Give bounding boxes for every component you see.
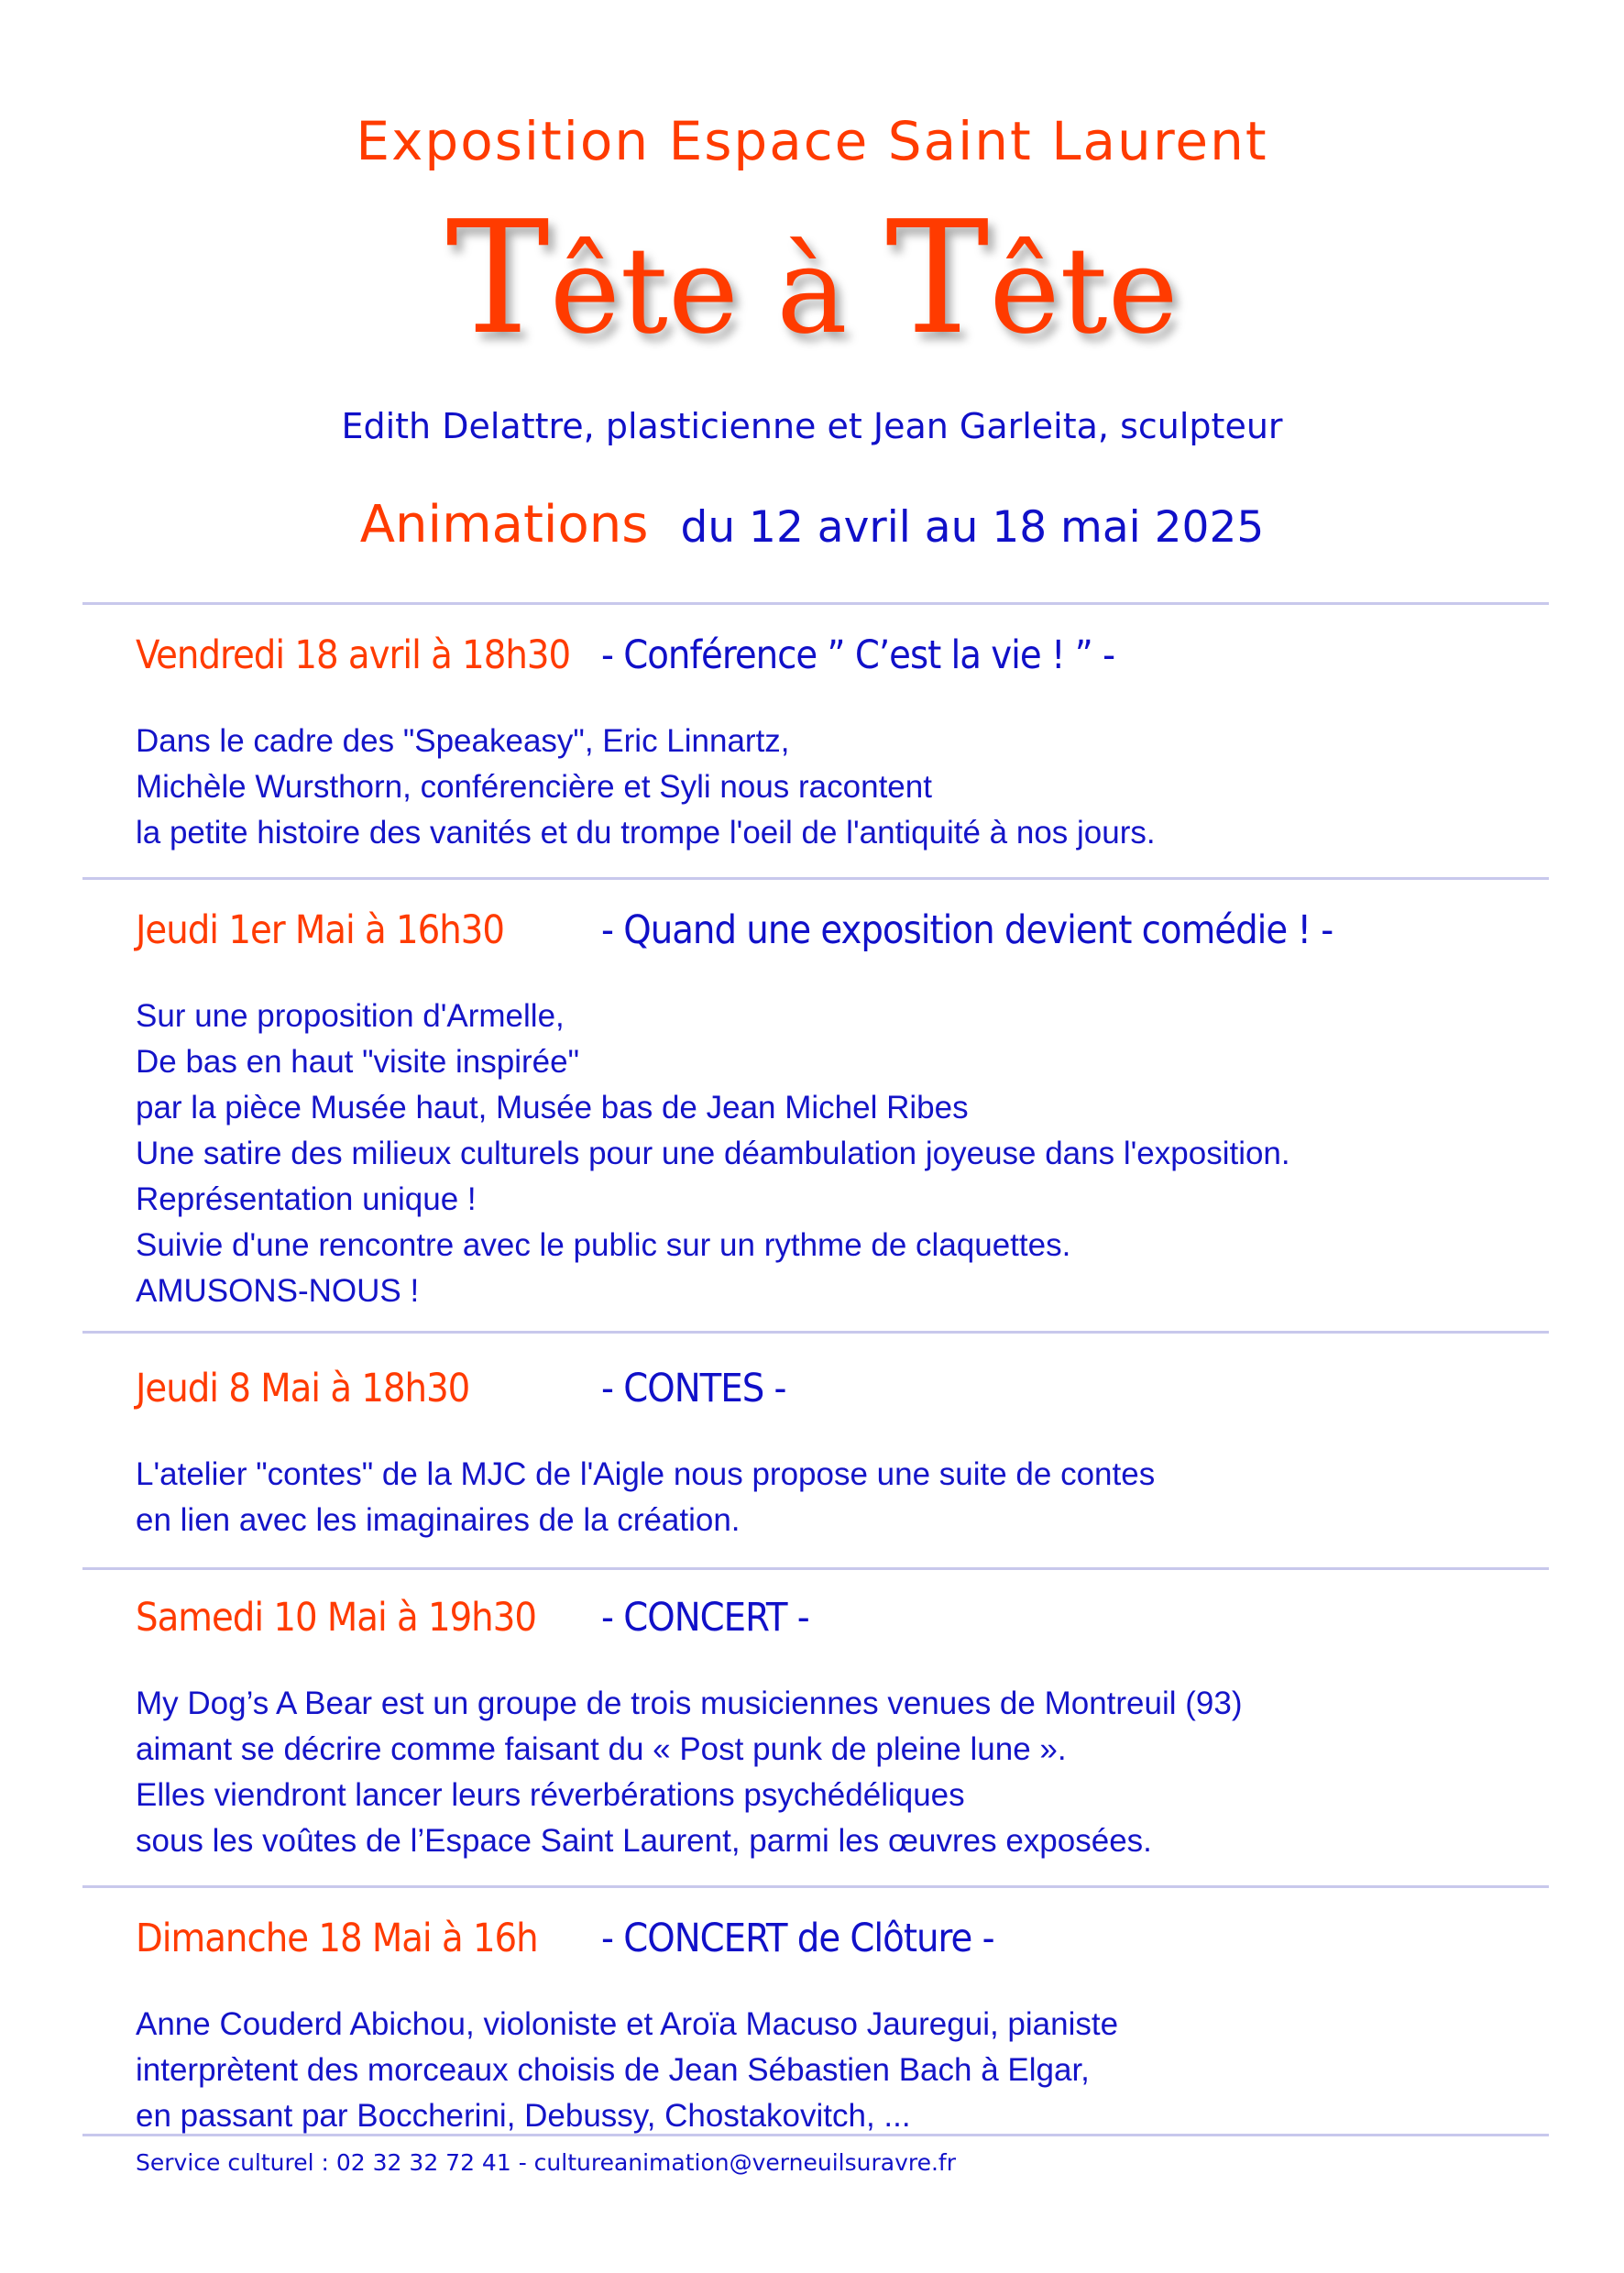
- event-title: - CONCERT -: [601, 1595, 809, 1641]
- description-line: Anne Couderd Abichou, violoniste et Aroïa Macuso Jauregui, pianiste: [136, 2006, 1119, 2042]
- event-description: [136, 1681, 1565, 1864]
- event-title: - CONCERT de Clôture -: [601, 1916, 994, 1961]
- event-title: - Quand une exposition devient comédie ! -: [601, 907, 1333, 953]
- event-description: [136, 719, 1565, 856]
- divider: [82, 1331, 1549, 1334]
- event-header: [136, 632, 1565, 697]
- description-line: la petite histoire des vanités et du trompe l'oeil de l'antiquité à nos jours.: [136, 815, 1156, 851]
- divider: [82, 1567, 1549, 1570]
- description-line: aimant se décrire comme faisant du « Post punk de pleine lune ».: [136, 1731, 1067, 1767]
- description-line: interprètent des morceaux choisis de Jean Sébastien Bach à Elgar,: [136, 2052, 1090, 2088]
- event-date: Vendredi 18 avril à 18h30: [136, 632, 571, 678]
- event-title: - CONTES -: [601, 1366, 786, 1411]
- event-block: [136, 1916, 1565, 2139]
- description-line: Dans le cadre des "Speakeasy", Eric Linnartz,: [136, 723, 790, 759]
- event-header: [136, 1366, 1565, 1430]
- description-line: sous les voûtes de l’Espace Saint Laurent, parmi les œuvres exposées.: [136, 1823, 1152, 1859]
- event-title: - Conférence ” C’est la vie ! ” -: [601, 632, 1115, 678]
- show-title-text: Tête à Tête: [445, 188, 1179, 369]
- event-date: Jeudi 1er Mai à 16h30: [136, 907, 504, 953]
- exhibit-title: Exposition Espace Saint Laurent: [356, 110, 1268, 172]
- event-header: [136, 1916, 1565, 1980]
- description-line: en passant par Boccherini, Debussy, Chostakovitch, ...: [136, 2098, 911, 2134]
- show-title: [0, 188, 1624, 369]
- event-date: Samedi 10 Mai à 19h30: [136, 1595, 536, 1641]
- description-line: My Dog’s A Bear est un groupe de trois musiciennes venues de Montreuil (93): [136, 1686, 1243, 1721]
- divider: [82, 1885, 1549, 1888]
- description-line: AMUSONS-NOUS !: [136, 1273, 420, 1309]
- divider: [82, 877, 1549, 880]
- description-line: Elles viendront lancer leurs réverbérations psychédéliques: [136, 1777, 965, 1813]
- divider: [82, 2134, 1549, 2136]
- dates-line: [0, 495, 1624, 555]
- animations-label: Animations: [359, 495, 649, 555]
- description-line: en lien avec les imaginaires de la création.: [136, 1502, 741, 1538]
- description-line: Sur une proposition d'Armelle,: [136, 998, 565, 1034]
- event-date: Jeudi 8 Mai à 18h30: [136, 1366, 470, 1411]
- event-block: [136, 1366, 1565, 1543]
- description-line: par la pièce Musée haut, Musée bas de Jean Michel Ribes: [136, 1090, 969, 1126]
- event-header: [136, 907, 1565, 972]
- event-description: [136, 2002, 1565, 2139]
- description-line: Suivie d'une rencontre avec le public sur un rythme de claquettes.: [136, 1227, 1071, 1263]
- event-date: Dimanche 18 Mai à 16h: [136, 1916, 538, 1961]
- description-line: Représentation unique !: [136, 1181, 477, 1217]
- event-block: [136, 1595, 1565, 1864]
- description-line: Une satire des milieux culturels pour une déambulation joyeuse dans l'exposition.: [136, 1136, 1290, 1171]
- date-range: du 12 avril au 18 mai 2025: [680, 502, 1265, 553]
- description-line: De bas en haut "visite inspirée": [136, 1044, 580, 1080]
- event-description: [136, 994, 1565, 1314]
- divider: [82, 602, 1549, 605]
- description-line: L'atelier "contes" de la MJC de l'Aigle nous propose une suite de contes: [136, 1456, 1156, 1492]
- event-block: [136, 632, 1565, 856]
- event-block: [136, 907, 1565, 1314]
- description-line: Michèle Wursthorn, conférencière et Syli nous racontent: [136, 769, 932, 805]
- event-description: [136, 1452, 1565, 1543]
- event-header: [136, 1595, 1565, 1659]
- footer-contact: Service culturel : 02 32 32 72 41 - cultureanimation@verneuilsuravre.fr: [136, 2149, 956, 2176]
- artists-line: Edith Delattre, plasticienne et Jean Garleita, sculpteur: [341, 406, 1283, 446]
